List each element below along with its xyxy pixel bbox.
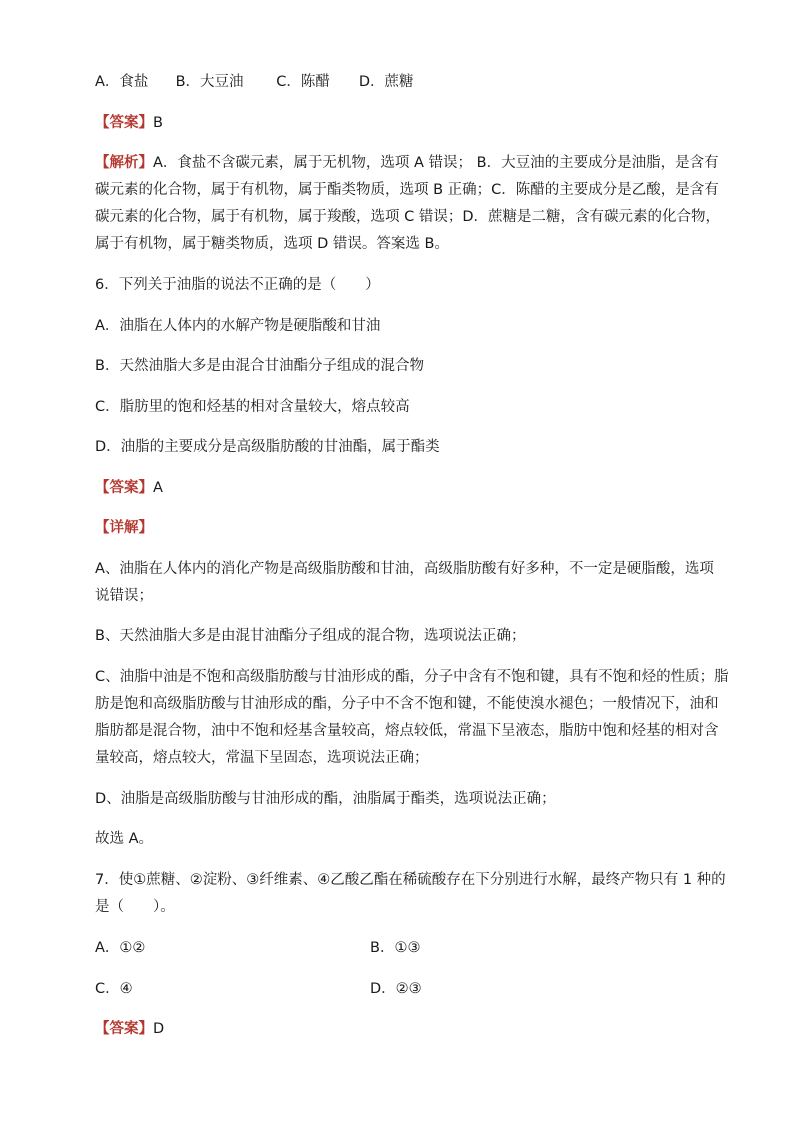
q5-analysis-line-1 <box>95 153 719 173</box>
analysis-text: A．食盐不含碳元素，属于无机物，选项 A 错误； B．大豆油的主要成分是油脂，是含有 <box>153 155 719 171</box>
answer-value: B <box>153 115 163 131</box>
q6-option-a: A．油脂在人体内的水解产物是硬脂酸和甘油 <box>95 318 381 334</box>
answer-value: D <box>153 1021 165 1037</box>
q5-option-b: B．大豆油 <box>175 74 244 90</box>
q5-option-c: C．陈醋 <box>276 74 330 90</box>
q7-stem-line-1: 7．使①蔗糖、②淀粉、③纤维素、④乙酸乙酯在稀硫酸存在下分别进行水解，最终产物只有 1 种的 <box>95 872 726 888</box>
q6-detail-d: D、油脂是高级脂肪酸与甘油形成的酯，油脂属于酯类，选项说法正确； <box>95 791 556 807</box>
answer-tag: 【答案】 <box>95 1021 153 1037</box>
q7-stem-line-2: 是（ ）。 <box>95 899 175 915</box>
q7-option-a: A．①② <box>95 940 146 956</box>
q5-analysis-line-3: 碳元素的化合物，属于有机物，属于羧酸，选项 C 错误；D．蔗糖是二糖，含有碳元素的化合物， <box>95 209 721 225</box>
q6-option-b: B．天然油脂大多是由混合甘油酯分子组成的混合物 <box>95 358 424 374</box>
q6-detail-a-line-1: A、油脂在人体内的消化产物是高级脂肪酸和甘油，高级脂肪酸有好多种，不一定是硬脂酸，选项 <box>95 561 714 577</box>
q5-answer <box>95 113 163 133</box>
q6-answer <box>95 478 163 498</box>
q6-detail-c-line-1: C、油脂中油是不饱和高级脂肪酸与甘油形成的酯，分子中含有不饱和键，具有不饱和烃的性质；脂 <box>95 669 729 685</box>
answer-tag: 【答案】 <box>95 480 153 496</box>
q5-analysis-line-4: 属于有机物，属于糖类物质，选项 D 错误。答案选 B。 <box>95 236 449 252</box>
q6-detail-c-line-4: 量较高，熔点较大，常温下呈固态，选项说法正确； <box>95 750 429 766</box>
q6-detail-b: B、天然油脂大多是由混甘油酯分子组成的混合物，选项说法正确； <box>95 628 526 644</box>
q5-option-d: D．蔗糖 <box>358 74 414 90</box>
q6-detail-c-line-2: 肪是饱和高级脂肪酸与甘油形成的酯，分子中不含不饱和键，不能使溴水褪色；一般情况下，油和 <box>95 696 719 712</box>
q5-analysis-line-2: 碳元素的化合物，属于有机物，属于酯类物质，选项 B 正确；C．陈醋的主要成分是乙酸，是含有 <box>95 182 719 198</box>
answer-value: A <box>153 480 163 496</box>
q7-option-d: D．②③ <box>370 981 422 997</box>
q5-option-a: A．食盐 <box>95 74 149 90</box>
q6-stem: 6．下列关于油脂的说法不正确的是（ ） <box>95 277 380 293</box>
q6-detail-a-line-2: 说错误； <box>95 588 153 604</box>
answer-tag: 【答案】 <box>95 115 153 131</box>
analysis-tag: 【解析】 <box>95 155 153 171</box>
q6-conclusion: 故选 A。 <box>95 831 154 847</box>
q7-option-b: B．①③ <box>370 940 421 956</box>
q6-option-c: C．脂肪里的饱和烃基的相对含量较大，熔点较高 <box>95 399 410 415</box>
q6-option-d: D．油脂的主要成分是高级脂肪酸的甘油酯，属于酯类 <box>95 439 440 455</box>
q7-option-c: C．④ <box>95 981 133 997</box>
q5-options <box>95 72 414 92</box>
q6-detail-tag: 【详解】 <box>95 520 153 536</box>
q7-answer <box>95 1019 164 1039</box>
q6-detail-c-line-3: 脂肪都是混合物，油中不饱和烃基含量较高，熔点较低，常温下呈液态，脂肪中饱和烃基的相对含 <box>95 723 719 739</box>
